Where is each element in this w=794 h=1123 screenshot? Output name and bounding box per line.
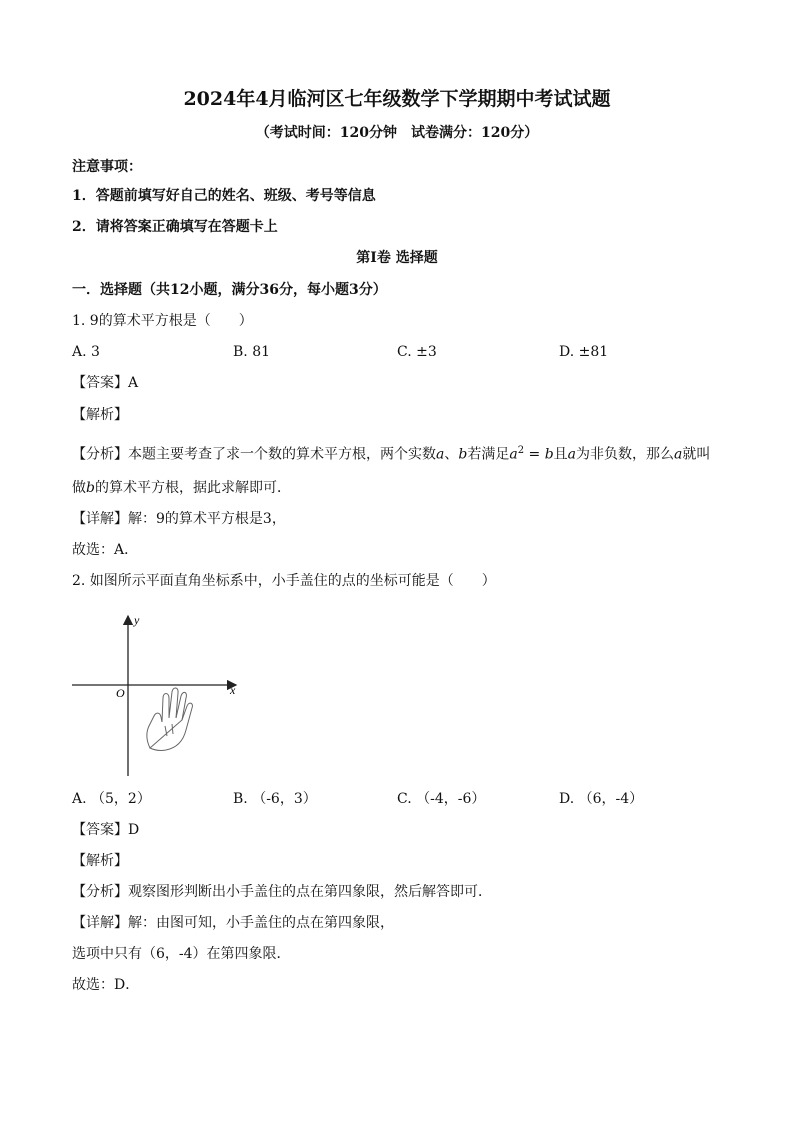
notice-item-1: 1．答题前填写好自己的姓名、班级、考号等信息: [72, 188, 376, 204]
q1-answer: 【答案】A: [72, 375, 139, 391]
exam-subtitle: （考试时间：120分钟 试卷满分：120分）: [255, 125, 539, 141]
notice-item-2: 2．请将答案正确填写在答题卡上: [72, 219, 278, 235]
equation-exponent: 2: [517, 445, 525, 456]
y-axis-label: y: [134, 613, 140, 627]
q2-detail-2: 选项中只有（6，-4）在第四象限．: [72, 946, 291, 962]
exam-title: 2024年4月临河区七年级数学下学期期中考试试题: [183, 88, 611, 110]
q1-fenxi-text-2: 若满足: [467, 446, 510, 463]
q2-detail: 【详解】解：由图可知，小手盖住的点在第四象限，: [72, 915, 394, 931]
q1-option-c: C. ±3: [397, 344, 437, 360]
q2-answer: 【答案】D: [72, 822, 140, 838]
equation-a: a: [509, 446, 518, 463]
q1-fenxi-text-3: 且: [553, 446, 568, 463]
part-title: 一．选择题（共12小题，满分36分，每小题3分）: [72, 282, 387, 298]
coordinate-figure: [66, 608, 256, 780]
q1-fenxi-text-1: 【分析】本题主要考查了求一个数的算术平方根，两个实数: [72, 446, 436, 463]
var-b: b: [86, 480, 95, 496]
q1-detail: 【详解】解：9的算术平方根是3，: [72, 511, 286, 527]
var-a: a: [567, 446, 577, 463]
equation-b: b: [544, 446, 554, 463]
q2-stem: 2. 如图所示平面直角坐标系中，小手盖住的点的坐标可能是（ ）: [72, 573, 496, 589]
hand-icon: [147, 688, 193, 750]
q1-analysis-label: 【解析】: [72, 407, 128, 423]
q2-option-d: D. （6，-4）: [559, 791, 644, 807]
origin-label: O: [116, 686, 125, 700]
separator: 、: [444, 446, 459, 463]
q2-analysis-label: 【解析】: [72, 853, 128, 869]
var-b: b: [458, 446, 468, 463]
section-title: 第I卷 选择题: [356, 250, 438, 266]
q2-option-c: C. （-4，-6）: [397, 791, 486, 807]
q1-option-a: A. 3: [72, 344, 100, 360]
q1-analysis-line-1: [72, 441, 710, 465]
equation-equals: =: [524, 446, 545, 463]
x-axis-label: x: [230, 683, 236, 697]
q1-fenxi-text-5: 就叫: [682, 446, 711, 463]
q1-fenxi-text-6b: 的算术平方根，据此求解即可．: [94, 480, 291, 496]
var-a: a: [436, 446, 445, 463]
q1-option-b: B. 81: [233, 344, 271, 360]
q1-option-d: D. ±81: [559, 344, 609, 360]
q1-fenxi-text-6a: 做: [72, 480, 86, 496]
q1-choose: 故选：A．: [72, 542, 139, 558]
q1-stem: 1. 9的算术平方根是（ ）: [72, 313, 253, 329]
var-a: a: [674, 446, 683, 463]
q2-option-b: B. （-6，3）: [233, 791, 317, 807]
q2-fenxi: 【分析】观察图形判断出小手盖住的点在第四象限，然后解答即可．: [72, 884, 492, 900]
notice-heading: 注意事项：: [72, 159, 142, 175]
q2-choose: 故选：D．: [72, 977, 140, 993]
q1-analysis-line-2: [72, 478, 291, 498]
q1-fenxi-text-4: 为非负数，那么: [576, 446, 675, 463]
q2-option-a: A. （5，2）: [72, 791, 151, 807]
